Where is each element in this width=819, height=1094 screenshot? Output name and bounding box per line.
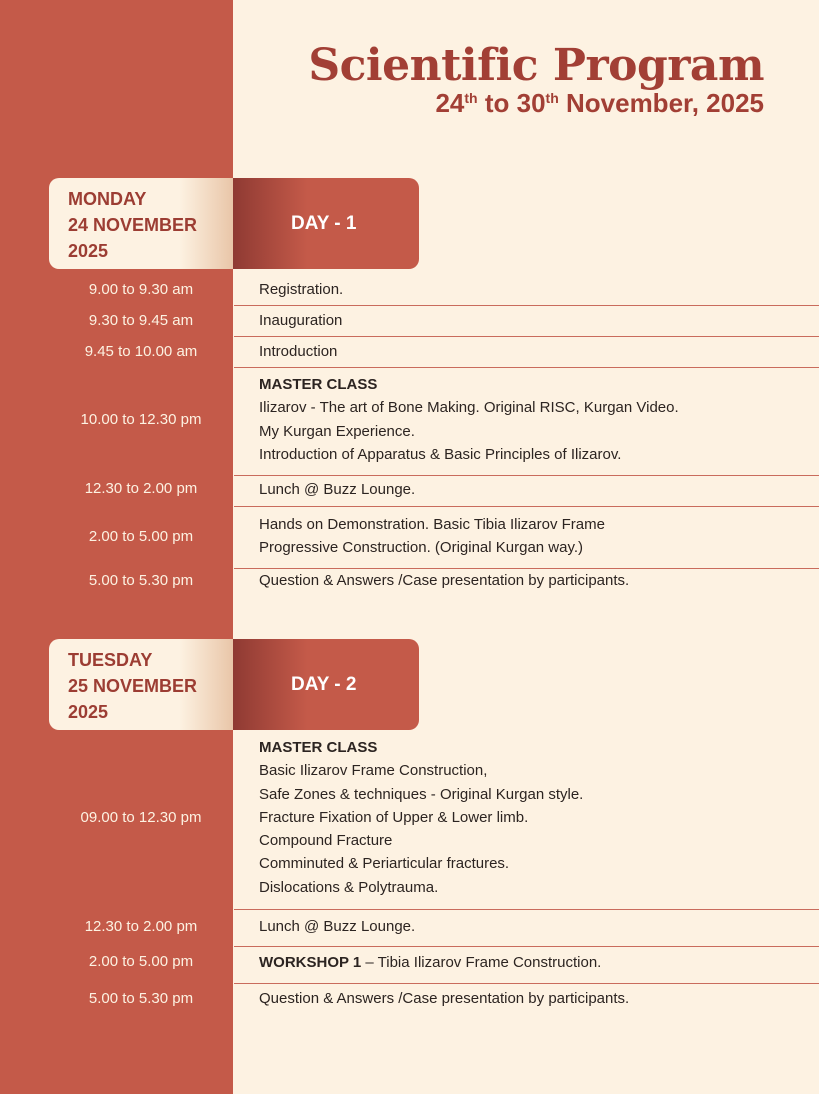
date-end: 30 (516, 88, 546, 118)
row-divider (234, 909, 819, 910)
date-month-year: November, 2025 (565, 88, 764, 118)
day-1-item-6: Hands on Demonstration. Basic Tibia Ilizarov Frame Progressive Construction. (Original Kurgan way.) (259, 516, 605, 557)
row-divider (234, 336, 819, 337)
date-end-suffix: th (545, 90, 559, 106)
date-start-suffix: th (464, 90, 478, 106)
day-2-time-2: 12.30 to 2.00 pm (84, 918, 198, 935)
row-divider (234, 983, 819, 984)
day-2-tab: DAY - 2 (233, 639, 419, 730)
row-divider (234, 475, 819, 476)
day-2-year: 2025 (68, 702, 109, 722)
row-divider (234, 305, 819, 306)
day-2-time-1: 09.00 to 12.30 pm (80, 809, 202, 826)
day-1-time-7: 5.00 to 5.30 pm (88, 572, 194, 589)
day-1-year: 2025 (68, 241, 109, 261)
day-1-item-5: Lunch @ Buzz Lounge. (259, 481, 416, 498)
day-1-time-3: 9.45 to 10.00 am (84, 343, 198, 360)
day-2-item-1: MASTER CLASS Basic Ilizarov Frame Construction, Safe Zones & techniques - Original Kurgan style. Fracture Fixation of Upper & Lower limb. Compound Fracture Comminuted & Periarticular fractures. Dislocations & Polytrauma. (259, 739, 584, 896)
day-1-tab: DAY - 1 (233, 178, 419, 269)
day-1-item-3: Introduction (259, 343, 338, 360)
date-start: 24 (435, 88, 465, 118)
row-divider (234, 946, 819, 947)
day-2-time-3: 2.00 to 5.00 pm (88, 953, 194, 970)
day-1-weekday: MONDAY (68, 189, 147, 209)
day-2-item-3: WORKSHOP 1 – Tibia Ilizarov Frame Construction. (259, 954, 602, 971)
day-1-time-4: 10.00 to 12.30 pm (80, 411, 202, 428)
date-range (435, 88, 764, 119)
day-2-item-2: Lunch @ Buzz Lounge. (259, 918, 416, 935)
day-2-weekday: TUESDAY (68, 650, 153, 670)
day-1-item-2: Inauguration (259, 312, 343, 329)
page-title: Scientific Program (308, 40, 764, 91)
day-1-time-2: 9.30 to 9.45 am (88, 312, 194, 329)
day-1-date-badge (49, 178, 235, 269)
date-to: to (484, 88, 510, 118)
day-1-item-4: MASTER CLASS Ilizarov - The art of Bone Making. Original RISC, Kurgan Video. My Kurgan Experience. Introduction of Apparatus & Basic Principles of Ilizarov. (259, 376, 679, 463)
day-2-date: 25 NOVEMBER (68, 676, 198, 696)
day-2-time-4: 5.00 to 5.30 pm (88, 990, 194, 1007)
day-2-item-4: Question & Answers /Case presentation by participants. (259, 990, 630, 1007)
day-1-time-6: 2.00 to 5.00 pm (88, 528, 194, 545)
day-1-date: 24 NOVEMBER (68, 215, 198, 235)
day-1-item-1: Registration. (259, 281, 344, 298)
row-divider (234, 367, 819, 368)
row-divider (234, 506, 819, 507)
day-1-time-1: 9.00 to 9.30 am (88, 281, 194, 298)
day-1-item-7: Question & Answers /Case presentation by participants. (259, 572, 630, 589)
day-1-time-5: 12.30 to 2.00 pm (84, 480, 198, 497)
day-2-date-badge (49, 639, 235, 730)
